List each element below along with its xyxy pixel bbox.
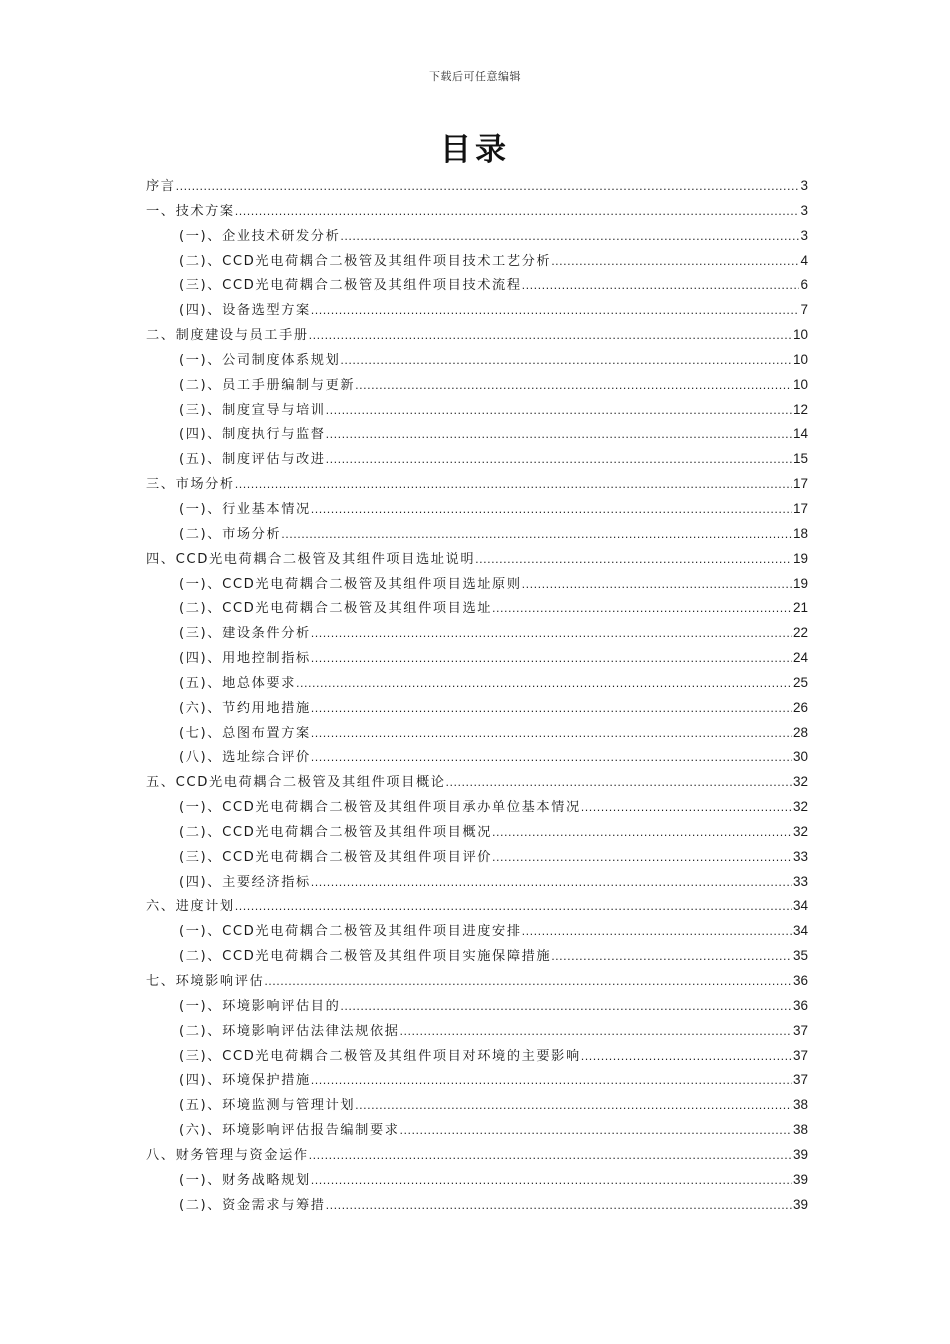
toc-entry-title: (一)、CCD光电荷耦合二极管及其组件项目进度安排: [179, 924, 522, 940]
toc-entry-title: (二)、CCD光电荷耦合二极管及其组件项目概况: [179, 824, 493, 840]
toc-dot-leader: [309, 1144, 792, 1168]
toc-entry[interactable]: [146, 795, 808, 820]
toc-dot-leader: [311, 622, 792, 646]
toc-dot-leader: [311, 1069, 792, 1093]
toc-entry[interactable]: [146, 870, 808, 895]
toc-page-number: 37: [792, 1022, 808, 1038]
toc-entry[interactable]: [146, 298, 808, 323]
toc-entry-title: (六)、环境影响评估报告编制要求: [179, 1123, 400, 1139]
toc-page-number: 28: [792, 724, 808, 740]
toc-entry-title: (四)、设备选型方案: [179, 303, 311, 319]
toc-dot-leader: [326, 423, 792, 447]
toc-entry[interactable]: [146, 845, 808, 870]
toc-entry[interactable]: [146, 994, 808, 1019]
toc-entry[interactable]: [146, 646, 808, 671]
toc-dot-leader: [235, 473, 792, 497]
toc-entry[interactable]: [146, 969, 808, 994]
toc-page-number: 33: [792, 873, 808, 889]
toc-dot-leader: [340, 225, 799, 249]
toc-page-number: 10: [792, 376, 808, 392]
toc-dot-leader: [355, 1094, 792, 1118]
toc-dot-leader: [311, 498, 792, 522]
toc-entry[interactable]: [146, 894, 808, 919]
toc-entry[interactable]: [146, 1118, 808, 1143]
toc-entry-title: (一)、行业基本情况: [179, 501, 311, 517]
toc-entry[interactable]: [146, 1168, 808, 1193]
toc-entry[interactable]: [146, 273, 808, 298]
toc-dot-leader: [311, 697, 792, 721]
toc-dot-leader: [311, 1169, 792, 1193]
toc-entry-title: (三)、制度宣导与培训: [179, 402, 326, 418]
toc-entry-title: (一)、环境影响评估目的: [179, 998, 341, 1014]
toc-entry-title: (一)、CCD光电荷耦合二极管及其组件项目承办单位基本情况: [179, 800, 581, 816]
toc-entry-title: (二)、环境影响评估法律法规依据: [179, 1023, 400, 1039]
toc-dot-leader: [581, 796, 792, 820]
toc-entry-title: 四、CCD光电荷耦合二极管及其组件项目选址说明: [146, 551, 476, 567]
toc-dot-leader: [309, 324, 792, 348]
toc-page-number: 17: [792, 500, 808, 516]
toc-entry-title: (三)、CCD光电荷耦合二极管及其组件项目技术流程: [179, 278, 522, 294]
toc-page-number: 14: [792, 426, 808, 442]
toc-dot-leader: [296, 672, 792, 696]
toc-entry-title: 二、制度建设与员工手册: [146, 328, 309, 344]
toc-dot-leader: [281, 523, 792, 547]
toc-entry[interactable]: [146, 1093, 808, 1118]
toc-page-number: 26: [792, 699, 808, 715]
toc-entry-title: (四)、制度执行与监督: [179, 427, 326, 443]
toc-entry[interactable]: [146, 919, 808, 944]
toc-entry[interactable]: [146, 373, 808, 398]
toc-dot-leader: [551, 250, 799, 274]
toc-page-number: 34: [792, 898, 808, 914]
toc-entry-title: 八、财务管理与资金运作: [146, 1147, 309, 1163]
toc-dot-leader: [176, 175, 800, 199]
toc-page-number: 22: [792, 625, 808, 641]
toc-page-number: 12: [792, 401, 808, 417]
toc-dot-leader: [581, 1045, 792, 1069]
toc-dot-leader: [340, 349, 792, 373]
toc-dot-leader: [235, 895, 792, 919]
toc-dot-leader: [311, 746, 792, 770]
toc-entry[interactable]: [146, 422, 808, 447]
toc-entry-title: 七、环境影响评估: [146, 974, 265, 989]
toc-dot-leader: [311, 299, 800, 323]
toc-page-number: 37: [792, 1047, 808, 1063]
toc-entry[interactable]: [146, 224, 808, 249]
toc-entry[interactable]: [146, 447, 808, 472]
toc-entry-title: (八)、选址综合评价: [179, 750, 311, 766]
toc-entry[interactable]: [146, 249, 808, 274]
toc-entry-title: (五)、环境监测与管理计划: [179, 1098, 356, 1114]
toc-entry[interactable]: [146, 721, 808, 746]
toc-entry[interactable]: [146, 497, 808, 522]
toc-page-number: 37: [792, 1072, 808, 1088]
toc-entry-title: (一)、企业技术研发分析: [179, 228, 341, 244]
toc-page-number: 3: [800, 202, 808, 218]
toc-entry-title: (二)、CCD光电荷耦合二极管及其组件项目实施保障措施: [179, 949, 552, 965]
toc-entry-title: 序言: [146, 179, 176, 194]
toc-entry-title: (三)、CCD光电荷耦合二极管及其组件项目对环境的主要影响: [179, 1048, 581, 1064]
toc-entry[interactable]: [146, 1143, 808, 1168]
toc-page-number: 39: [792, 1146, 808, 1162]
toc-page-number: 15: [792, 451, 808, 467]
toc-dot-leader: [326, 399, 792, 423]
toc-page-number: 36: [792, 973, 808, 988]
toc-page-number: 30: [792, 749, 808, 765]
toc-dot-leader: [475, 548, 792, 572]
toc-dot-leader: [522, 274, 800, 298]
toc-entry[interactable]: [146, 596, 808, 621]
toc-title: 目录: [440, 132, 510, 168]
toc-entry[interactable]: [146, 547, 808, 572]
toc-entry-title: (二)、CCD光电荷耦合二极管及其组件项目选址: [179, 601, 493, 617]
toc-entry-title: (二)、资金需求与筹措: [179, 1197, 326, 1213]
table-of-contents: [146, 174, 808, 1217]
toc-entry[interactable]: [146, 671, 808, 696]
toc-entry-title: (二)、CCD光电荷耦合二极管及其组件项目技术工艺分析: [179, 253, 552, 269]
toc-dot-leader: [522, 573, 792, 597]
toc-entry-title: 五、CCD光电荷耦合二极管及其组件项目概论: [146, 775, 446, 791]
toc-entry-title: (二)、市场分析: [179, 526, 282, 542]
toc-entry[interactable]: [146, 770, 808, 795]
toc-entry-title: (二)、员工手册编制与更新: [179, 377, 356, 393]
toc-page-number: 7: [800, 302, 808, 318]
toc-entry-title: (七)、总图布置方案: [179, 725, 311, 741]
toc-dot-leader: [522, 920, 792, 944]
toc-page-number: 34: [792, 923, 808, 939]
toc-entry-title: (五)、制度评估与改进: [179, 452, 326, 468]
toc-page-number: 3: [800, 227, 808, 243]
toc-entry[interactable]: [146, 745, 808, 770]
toc-dot-leader: [355, 374, 792, 398]
toc-dot-leader: [326, 448, 792, 472]
toc-entry[interactable]: [146, 1068, 808, 1093]
header-note: 下载后可任意编辑: [429, 70, 521, 83]
toc-entry-title: (一)、CCD光电荷耦合二极管及其组件项目选址原则: [179, 576, 522, 592]
toc-entry[interactable]: [146, 323, 808, 348]
toc-page-number: 4: [800, 252, 808, 268]
toc-entry[interactable]: [146, 820, 808, 845]
toc-page-number: 32: [792, 774, 808, 790]
toc-dot-leader: [551, 945, 792, 969]
toc-dot-leader: [492, 821, 792, 845]
toc-entry[interactable]: [146, 199, 808, 224]
toc-entry[interactable]: [146, 621, 808, 646]
toc-entry-title: 三、市场分析: [146, 477, 235, 493]
toc-entry[interactable]: [146, 472, 808, 497]
toc-page-number: 38: [792, 1097, 808, 1113]
toc-entry-title: (一)、财务战略规划: [179, 1172, 311, 1188]
toc-page-number: 3: [800, 178, 808, 193]
toc-entry-title: (四)、用地控制指标: [179, 651, 311, 667]
toc-entry-title: (三)、CCD光电荷耦合二极管及其组件项目评价: [179, 849, 493, 865]
toc-page-number: 32: [792, 823, 808, 839]
toc-page-number: 19: [792, 550, 808, 566]
toc-entry[interactable]: [146, 348, 808, 373]
toc-page-number: 36: [792, 997, 808, 1013]
toc-dot-leader: [400, 1119, 792, 1143]
toc-entry[interactable]: [146, 572, 808, 597]
toc-page-number: 24: [792, 650, 808, 666]
toc-dot-leader: [311, 722, 792, 746]
toc-dot-leader: [311, 647, 792, 671]
toc-dot-leader: [446, 771, 792, 795]
toc-page-number: 6: [800, 277, 808, 293]
toc-dot-leader: [326, 1194, 792, 1218]
toc-page-number: 32: [792, 799, 808, 815]
toc-entry-title: (四)、主要经济指标: [179, 874, 311, 890]
toc-entry-title: (一)、公司制度体系规划: [179, 352, 341, 368]
toc-page-number: 39: [792, 1171, 808, 1187]
toc-entry-title: (四)、环境保护措施: [179, 1073, 311, 1089]
toc-entry-title: 一、技术方案: [146, 203, 235, 219]
toc-entry-title: 六、进度计划: [146, 899, 235, 915]
toc-page-number: 19: [792, 575, 808, 591]
toc-entry[interactable]: [146, 1019, 808, 1044]
toc-dot-leader: [264, 970, 792, 994]
toc-entry-title: (三)、建设条件分析: [179, 626, 311, 642]
toc-dot-leader: [400, 1020, 792, 1044]
toc-page-number: 21: [792, 600, 808, 616]
toc-entry[interactable]: [146, 944, 808, 969]
toc-page-number: 10: [792, 351, 808, 367]
toc-entry[interactable]: [146, 522, 808, 547]
toc-dot-leader: [311, 871, 792, 895]
toc-page-number: 38: [792, 1122, 808, 1138]
toc-page-number: 18: [792, 525, 808, 541]
toc-dot-leader: [492, 846, 792, 870]
toc-page-number: 39: [792, 1196, 808, 1212]
toc-page-number: 33: [792, 848, 808, 864]
toc-dot-leader: [340, 995, 792, 1019]
toc-entry[interactable]: [146, 696, 808, 721]
toc-page-number: 17: [792, 476, 808, 492]
toc-page-number: 35: [792, 948, 808, 964]
toc-entry[interactable]: [146, 398, 808, 423]
toc-entry[interactable]: [146, 1193, 808, 1218]
toc-entry-title: (六)、节约用地措施: [179, 700, 311, 716]
toc-dot-leader: [235, 200, 800, 224]
toc-entry-title: (五)、地总体要求: [179, 675, 297, 691]
toc-page-number: 10: [792, 327, 808, 343]
toc-entry[interactable]: [146, 1044, 808, 1069]
toc-dot-leader: [492, 597, 792, 621]
toc-entry[interactable]: [146, 174, 808, 199]
toc-page-number: 25: [792, 674, 808, 690]
